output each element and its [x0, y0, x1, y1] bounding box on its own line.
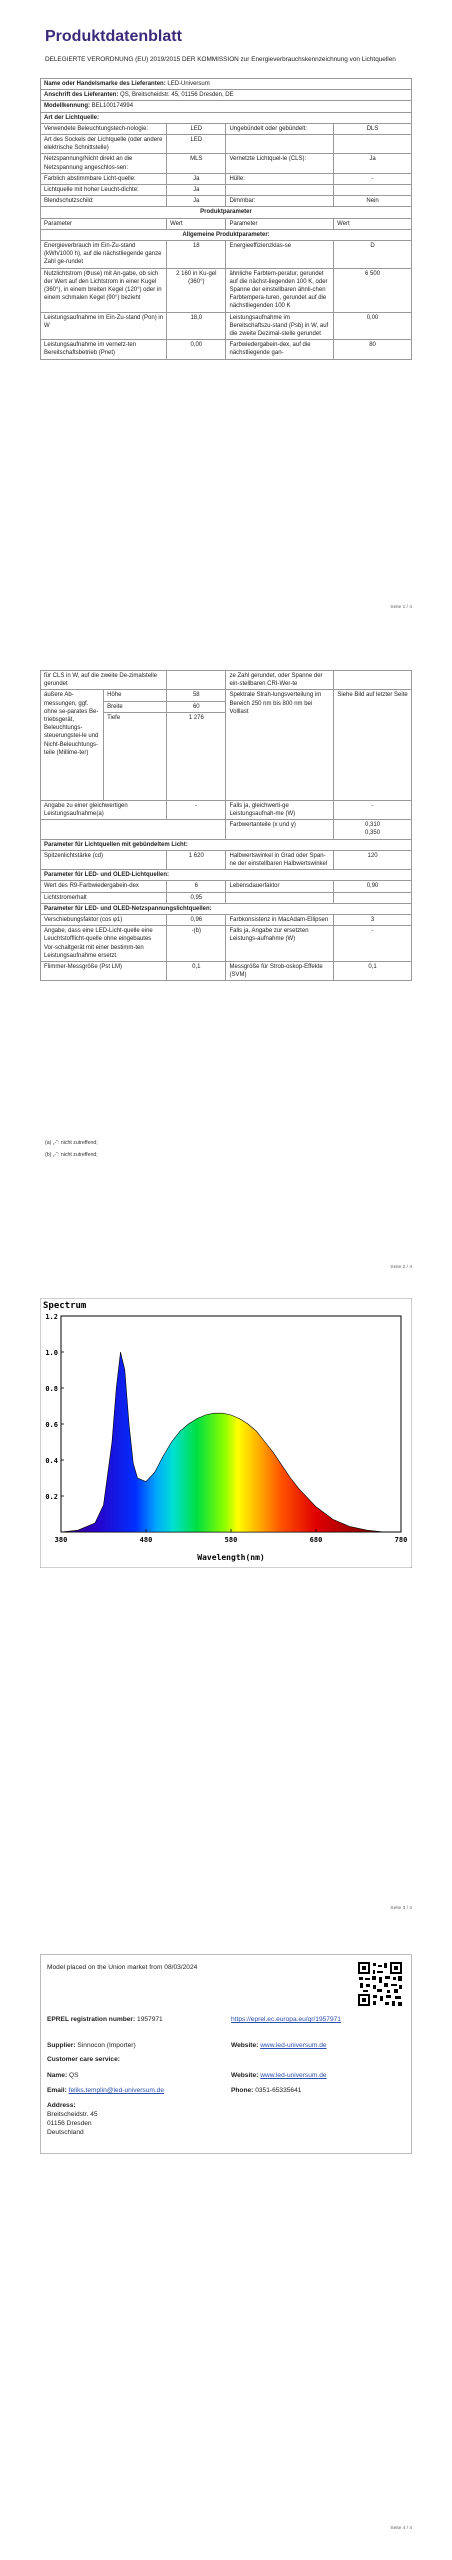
model-id-value: BEL100174994 [91, 103, 134, 110]
cell: Energieeffizienzklas-se [226, 241, 334, 269]
table-row [41, 820, 412, 839]
website-link[interactable]: www.led-universum.de [260, 2042, 327, 2049]
name-label: Name: [47, 2072, 68, 2079]
website [231, 2041, 327, 2050]
cell: Farblich abstimmbare Licht-quelle: [41, 173, 167, 184]
table-row [41, 926, 412, 962]
cell: Ungebündelt oder gebündelt: [226, 123, 334, 134]
cell: Verwendete Beleuchtungstech-nologie: [41, 123, 167, 134]
cell: Wert des R9-Farbwiedergabein-dex [41, 881, 167, 892]
table-row [41, 892, 412, 903]
cell: Falls ja, Angabe zur ersetzten Leistungs-aufnahme (W) [226, 926, 334, 962]
cell: 6 500 [334, 268, 412, 312]
page-number: Seite 1 / 4 [390, 605, 412, 610]
supplier-address-value: QS, Breitscheidstr. 45, 01156 Dresden, DE [120, 92, 234, 99]
cell: Ja [334, 154, 412, 173]
cell: Lichtquelle mit hoher Leucht-dichte: [41, 185, 167, 196]
table-row [41, 173, 412, 184]
cell: 3 [334, 915, 412, 926]
product-table [40, 78, 412, 360]
cell: LED [167, 135, 226, 154]
cell: 80 [334, 340, 412, 359]
footnote-b: (b) „-“: nicht zutreffend; [45, 1152, 98, 1158]
page-2 [0, 640, 452, 1280]
cell: - [334, 173, 412, 184]
column-header: Wert [167, 218, 226, 229]
cell: Leistungsaufnahme im Ein-Zu-stand (Pon) in W [41, 312, 167, 340]
table-row [41, 671, 412, 690]
cell: für CLS in W, auf die zweite De-zimalstelle gerundet [41, 671, 167, 690]
cell: 60 [167, 701, 226, 712]
spectral-value: Siehe Bild auf letzter Seite [334, 690, 412, 800]
cell [334, 671, 412, 690]
chart-title: Spectrum [43, 1301, 87, 1311]
cell: Dimmbar: [226, 196, 334, 207]
care-email [47, 2086, 164, 2095]
cell: Ja [167, 173, 226, 184]
cell: Lichtstromerhalt [41, 892, 167, 903]
cell: Angabe, dass eine LED-Licht-quelle eine Leuchtstofflicht-quelle ohne eingebautes Vor-schaltgerät mit einer bestimm-ten Leistungsaufnahme ersetzt. [41, 926, 167, 962]
x-tick-label: 780 [394, 1536, 408, 1544]
table-row [41, 154, 412, 173]
cell: 2 160 in Ku-gel (360°) [167, 268, 226, 312]
x-tick-label: 680 [309, 1536, 323, 1544]
cell: ze Zahl gerundet, oder Spanne der ein-stellbaren CRI-Wer-te [226, 671, 334, 690]
cell: -(b) [167, 926, 226, 962]
cell: Art des Sockels der Lichtquelle (oder andere elektrische Schnittstelle) [41, 135, 167, 154]
cell: - [334, 800, 412, 819]
website2-link[interactable]: www.led-universum.de [260, 2072, 327, 2079]
cell: Breite [104, 701, 167, 712]
cell: Netzspannung/Nicht direkt an die Netzspannung angeschlos-sen: [41, 154, 167, 173]
cell: Flimmer-Messgröße (Pst LM) [41, 962, 167, 981]
cell [334, 185, 412, 196]
cell: MLS [167, 154, 226, 173]
x-axis-label: Wavelength(nm) [197, 1553, 265, 1562]
cell: Verschiebungsfaktor (cos φ1) [41, 915, 167, 926]
cell: Ja [167, 196, 226, 207]
eprel-link[interactable]: https://eprel.ec.europa.eu/qr/1957971 [231, 2016, 341, 2023]
qr-code-icon [357, 1961, 403, 2007]
cell [226, 185, 334, 196]
cell: 0,1 [334, 962, 412, 981]
email-label: Email: [47, 2087, 67, 2094]
page-1 [0, 0, 452, 640]
cell: Nutzlichtstrom (Φuse) mit An-gabe, ob sich der Wert auf den Lichtstrom in einer Kugel (360°), in einem breiten Kegel (120°) oder in einem schmalen Kegel (90°) bezieht [41, 268, 167, 312]
cell: Messgröße für Strob-oskop-Effekte (SVM) [226, 962, 334, 981]
cell: Vernetzte Lichtquel-le (CLS): [226, 154, 334, 173]
cell: Lebensdauerfaktor [226, 881, 334, 892]
column-header: Wert [334, 218, 412, 229]
cell: Energieverbrauch im Ein-Zu-stand (kWh/1000 h), auf die nächstliegende ganze Zahl ge-rundet [41, 241, 167, 269]
cell: 0,1 [167, 962, 226, 981]
column-header: Parameter [41, 218, 167, 229]
y-tick-label: 0.8 [45, 1385, 58, 1393]
y-tick-label: 0.6 [45, 1421, 58, 1429]
supplier-name-label: Name oder Handelsmarke des Lieferanten: [44, 81, 166, 87]
table-row [41, 850, 412, 869]
cell: 0,90 [334, 881, 412, 892]
care-website [231, 2071, 327, 2080]
spectrum-svg [40, 1298, 412, 1568]
table-row [41, 312, 412, 340]
cell: 1 620 [167, 850, 226, 869]
x-tick-label: 480 [139, 1536, 153, 1544]
supplier-value: Sinnocon (Importer) [77, 2042, 136, 2049]
cell: Spitzenlichtstärke (cd) [41, 850, 167, 869]
cell: 6 [167, 881, 226, 892]
cell [334, 135, 412, 154]
eprel-value: 1957971 [137, 2016, 163, 2023]
cell: Nein [334, 196, 412, 207]
cell: 58 [167, 690, 226, 701]
spectral-label: Spektrale Strah-lungsverteilung im Bereich 250 nm bis 800 nm bei Volllast [226, 690, 334, 800]
table-row [41, 800, 412, 819]
email-link[interactable]: feliks.templin@led-universum.de [68, 2087, 165, 2094]
phone-label: Phone: [231, 2087, 254, 2094]
cell: Farbwiedergabein-dex, auf die nächstliegende gan- [226, 340, 334, 359]
y-tick-label: 0.2 [45, 1493, 58, 1501]
eprel-label: EPREL registration number: [47, 2016, 136, 2023]
dimensions-label: äußere Ab-messungen, ggf. ohne se-parates Be-triebsgerät, Beleuchtungs-steuerungstei-le und Nicht-Beleuchtungs-teile (Millime-ter) [41, 690, 104, 800]
chroma-y: 0,350 [365, 830, 381, 837]
cell: 18 [167, 241, 226, 269]
eprel-registration [47, 2015, 163, 2024]
y-tick-label: 1.2 [45, 1313, 58, 1321]
x-tick-label: 580 [224, 1536, 238, 1544]
column-header: Parameter [226, 218, 334, 229]
care-name [47, 2071, 79, 2080]
directional-header: Parameter für Lichtquellen mit gebündeltem Licht: [41, 839, 412, 850]
cell: Hülle: [226, 173, 334, 184]
cell [334, 892, 412, 903]
cell: 0,95 [167, 892, 226, 903]
table-row [41, 690, 412, 701]
cell: - [167, 800, 226, 819]
footnote-a: (a) „-“: nicht zutreffend; [45, 1140, 98, 1146]
model-id-label: Modellkennung: [44, 103, 90, 110]
address-line: 01156 Dresden [47, 2120, 92, 2127]
spectrum-chart [40, 1298, 412, 1568]
page-number: Seite 4 / 4 [390, 2526, 412, 2531]
cell: ähnliche Farbtem-peratur, gerundet auf die nächst-liegenden 100 K, oder Spanne der einstellbaren ähnli-chen Farbtempera-turen, gerundet auf die nächstliegenden 100 K [226, 268, 334, 312]
table-row [41, 881, 412, 892]
page-number: Seite 2 / 4 [390, 1265, 412, 1270]
led-header: Parameter für LED- und OLED-Lichtquellen: [41, 870, 412, 881]
x-tick-label: 380 [54, 1536, 68, 1544]
light-source-type-header: Art der Lichtquelle: [41, 112, 412, 123]
cell [167, 671, 226, 690]
cell: Ja [167, 185, 226, 196]
cell: LED [167, 123, 226, 134]
address-label: Address: [47, 2102, 76, 2109]
phone-value: 0351-65335641 [255, 2087, 302, 2094]
supplier-label: Supplier: [47, 2042, 76, 2049]
website2-label: Website: [231, 2072, 259, 2079]
cell [334, 820, 412, 839]
cell: 1 276 [167, 712, 226, 800]
cell: 120 [334, 850, 412, 869]
cell: Tiefe [104, 712, 167, 800]
cell [226, 135, 334, 154]
cell: Farbkonsistenz in MacAdam-Ellipsen [226, 915, 334, 926]
cell: DLS [334, 123, 412, 134]
address-line: Deutschland [47, 2129, 84, 2136]
cell: Leistungsaufnahme im Bereitschaftszu-stand (Psb) in W, auf die zweite Dezimal-stelle gerundet [226, 312, 334, 340]
website-label: Website: [231, 2042, 259, 2049]
page-number: Seite 3 / 4 [390, 1906, 412, 1911]
placed-on-market: Model placed on the Union market from 08/03/2024 [47, 1964, 198, 1971]
cell: Halbwertswinkel in Grad oder Span-ne der einstellbaren Halbwertswinkel [226, 850, 334, 869]
care-phone [231, 2086, 301, 2095]
customer-care-label: Customer care service: [47, 2056, 120, 2063]
mains-header: Parameter für LED- und OLED-Netzspannungslichtquellen: [41, 903, 412, 914]
y-tick-label: 0.4 [45, 1457, 58, 1465]
general-parameters-header: Allgemeine Produktparameter: [41, 229, 412, 240]
product-parameters-header: Produktparameter [41, 207, 412, 218]
cell: D [334, 241, 412, 269]
table-row [41, 185, 412, 196]
column-header-row [41, 218, 412, 229]
cell [41, 820, 226, 839]
cell: 0,00 [334, 312, 412, 340]
chroma-x: 0,310 [365, 822, 381, 829]
table-row [41, 340, 412, 359]
address-line: Breitscheidstr. 45 [47, 2111, 98, 2118]
supplier [47, 2041, 136, 2050]
table-row [41, 123, 412, 134]
cell: - [334, 926, 412, 962]
supplier-name-value: LED-Universum [167, 81, 210, 87]
table-row [41, 196, 412, 207]
table-row [41, 915, 412, 926]
eprel-info-card [40, 1954, 412, 2154]
product-table-continued [40, 670, 412, 981]
document-title: Produktdatenblatt [45, 28, 182, 45]
cell [226, 892, 334, 903]
supplier-address-label: Anschrift des Lieferanten: [44, 92, 119, 99]
table-row [41, 962, 412, 981]
table-row [41, 268, 412, 312]
cell: Falls ja, gleichwerti-ge Leistungsaufnah-me (W) [226, 800, 334, 819]
y-tick-label: 1.0 [45, 1349, 58, 1357]
table-row [41, 241, 412, 269]
cell: Höhe [104, 690, 167, 701]
cell: Leistungsaufnahme im vernetz-ten Bereitschaftsbetrieb (Pnet) [41, 340, 167, 359]
cell: 18,0 [167, 312, 226, 340]
cell: Angabe zu einer gleichwertigen Leistungsaufnahme(a) [41, 800, 167, 819]
name-value: QS [69, 2072, 79, 2079]
cell: 0,96 [167, 915, 226, 926]
cell: Blendschutzschild: [41, 196, 167, 207]
regulation-subtitle: DELEGIERTE VERORDNUNG (EU) 2019/2015 DER KOMMISSION zur Energieverbrauchskennzeichnung von Lichtquellen [45, 56, 396, 63]
cell: 0,00 [167, 340, 226, 359]
table-row [41, 135, 412, 154]
cell: Farbwertanteile (x und y) [226, 820, 334, 839]
